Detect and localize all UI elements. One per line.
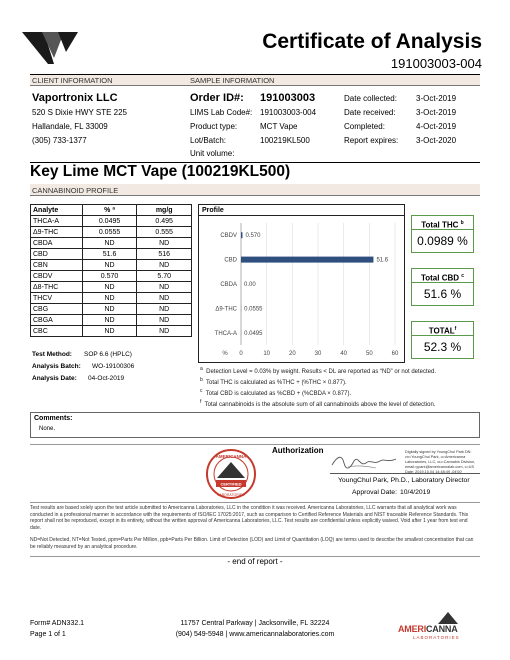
percent-cell: 0.570 [82,271,137,282]
note-a [200,366,436,375]
percent-cell: ND [82,293,137,304]
completed-label: Completed: [344,122,385,131]
footer-address: 11757 Central Parkway | Jacksonville, FL 32224 [180,620,330,627]
total-sup: f [454,326,457,332]
comments-label: Comments: [34,415,73,422]
note-sup: b [200,377,203,383]
percent-cell: ND [82,326,137,337]
brand-wordmark-b: CANNA [426,624,458,634]
table-row [31,238,192,249]
auth-rule [30,444,480,445]
x-tick-label: 60 [391,351,399,357]
table-row [31,304,192,315]
x-tick-label: 30 [314,351,322,357]
analyte-cell: CBC [31,326,83,337]
note-text: Total THC is calculated as %THC + (%THC × 0.877). [206,380,347,386]
percent-cell: ND [82,304,137,315]
document-number: 191003003-004 [390,56,482,71]
cannabinoid-section-label: CANNABINOID PROFILE [32,186,119,195]
total-thc-sup: b [460,220,464,226]
y-tick-label: THCA-A [214,330,237,337]
total-label: TOTAL [428,326,455,336]
total-cbd-box [411,268,474,306]
total-label-row [412,322,473,336]
total-thc-box [411,215,474,253]
abbreviations-text: ND=Not Detected, NT=Not Tested, ppm=Parts Per Million, ppb=Parts Per Billion. Limit of Detection (LOD) and Limit of Quantitation (LOQ) are terms used to describe the smallest concentration that can be reliably measured by an analytical procedure. [30,537,474,550]
total-thc-value: 0.0989 % [417,234,468,248]
percent-cell: 0.0495 [82,216,137,227]
cannabinoid-table-body [31,216,192,337]
analyte-cell: CBGA [31,315,83,326]
note-c [200,388,351,397]
date-collected-value: 3-Oct-2019 [416,94,457,103]
analyte-cell: Δ9-THC [31,227,83,238]
total-cbd-sup: c [461,273,465,279]
x-axis-label: % [222,351,228,357]
column-header: % ª [82,205,137,216]
form-number: Form# ADN332.1 [30,620,85,627]
table-header-row [31,205,192,216]
data-label: 0.0555 [244,306,263,313]
total-cannabinoids-box [411,321,474,359]
approval-date-value: 10/4/2019 [400,489,431,496]
comments-text: None. [39,426,56,432]
total-cbd-label: Total CBD [420,273,460,283]
table-row [31,282,192,293]
lot-value: 100219KL500 [260,136,310,145]
note-f [200,399,435,408]
signer-name: YoungChul Park, Ph.D., Laboratory Director [338,477,470,484]
y-tick-label: CBDA [220,282,237,288]
note-text: Total cannabinoids is the absolute sum of all cannabinoids above the level of detection. [204,402,436,408]
product-type-label: Product type: [190,122,238,131]
certified-seal-icon [205,448,257,500]
percent-cell: ND [82,260,137,271]
mgg-cell: ND [137,326,192,337]
note-text: Detection Level = 0.03% by weight. Results < DL are reported as “ND” or not detected. [206,369,437,375]
lot-label: Lot/Batch: [190,136,227,145]
unit-volume-label: Unit volume: [190,149,235,158]
mgg-cell: 516 [137,249,192,260]
table-row [31,315,192,326]
profile-chart-box [198,204,405,363]
lims-label: LIMS Lab Code#: [190,108,253,117]
mgg-cell: 5.70 [137,271,192,282]
data-label: 51.6 [376,257,389,264]
test-method-label: Test Method: [32,351,72,358]
table-row [31,326,192,337]
analyte-cell: THCA-A [31,216,83,227]
mgg-cell: 0.555 [137,227,192,238]
order-id-label: Order ID#: [190,92,244,104]
date-received-value: 3-Oct-2019 [416,108,457,117]
disclaimer-text: Test results are based solely upon the test article submitted to Americanna Laboratories, LLC in the condition it was received. Americanna Laboratories, LLC warrants that all analytical work was conducted in a professional manner in accordance with the requirements of ISO/IEC 17025:2017, such as comparison to Certified Reference Materials and NIST traceable Reference Standards. This report shall not be reproduced, except in its entirety, without the written approval of Americanna Laboratories, LLC. Test results are confidential unless explicitly waived. Void after 1 year from test end date. [30,505,469,531]
seal-text-bottom: CERTIFIED [220,481,242,487]
report-expires-value: 3-Oct-2020 [416,136,457,145]
batch-value: WO-19100306 [92,363,135,370]
comments-box [30,412,480,438]
order-id-value: 191003003 [260,92,316,104]
analyte-cell: CBDV [31,271,83,282]
seal-text-top: AMERICANNA [215,454,247,459]
x-tick-label: 0 [239,351,243,357]
column-header: mg/g [137,205,192,216]
client-section-label: CLIENT INFORMATION [32,76,113,85]
analyte-cell: THCV [31,293,83,304]
total-cbd-label-row [412,269,473,283]
sample-section-label: SAMPLE INFORMATION [190,76,275,85]
data-label: 0.0495 [244,330,263,337]
product-type-value: MCT Vape [260,122,298,131]
percent-cell: ND [82,315,137,326]
table-row [31,260,192,271]
total-thc-label-row [412,216,473,230]
table-row [31,227,192,238]
digital-signature-text: Digitally signed by YoungChul Park DN: cn=YoungChul Park, o=Americanna Laboratories, LLC, ou=Cannabis Division, email=ypark@americannalab.com, c=US Date: 2019.10.04 14:48:49 -04'00' [405,450,476,474]
mgg-cell: ND [137,238,192,249]
y-tick-label: CBD [224,257,237,264]
x-tick-label: 20 [288,351,296,357]
note-text: Total CBD is calculated as %CBD + (%CBDA × 0.877). [205,391,352,397]
total-cbd-value: 51.6 % [423,287,462,301]
x-tick-label: 10 [263,351,271,357]
note-sup: f [200,399,202,405]
mgg-cell: ND [137,315,192,326]
percent-cell: ND [82,282,137,293]
authorization-label: Authorization [272,446,324,455]
mgg-cell: ND [137,282,192,293]
profile-bar-chart [199,217,404,363]
total-thc-label: Total THC [421,220,459,230]
client-name: Vaportronix LLC [32,92,118,104]
client-address-line1: 520 S Dixie HWY STE 225 [32,108,128,117]
report-expires-label: Report expires: [344,136,399,145]
table-row [31,249,192,260]
test-method-value: SOP 6.6 (HPLC) [84,351,132,358]
signature-icon [330,451,400,473]
americanna-logo-icon [20,28,80,68]
page-number: Page 1 of 1 [30,631,66,638]
brand-mark-icon [438,612,458,624]
note-sup: c [200,388,203,394]
total-value: 52.3 % [423,340,462,354]
profile-label: Profile [199,205,404,216]
analysis-date-label: Analysis Date: [32,375,77,382]
disclaimer-rule [30,502,480,503]
analyte-cell: CBG [31,304,83,315]
note-sup: a [200,366,203,372]
mgg-cell: ND [137,304,192,315]
analyte-cell: CBN [31,260,83,271]
end-of-report: - end of report - [227,557,283,566]
date-collected-label: Date collected: [344,94,397,103]
table-row [31,293,192,304]
analyte-cell: CBD [31,249,83,260]
x-tick-label: 50 [365,351,373,357]
x-tick-label: 40 [340,351,348,357]
brand-wordmark-a: AMERI [398,624,426,634]
analysis-date-value: 04-Oct-2019 [88,375,125,382]
batch-label: Analysis Batch: [32,363,81,370]
signature-line [330,473,480,474]
data-label: 0.00 [244,282,256,288]
table-row [31,271,192,282]
mgg-cell: 0.495 [137,216,192,227]
cannabinoid-table [30,204,192,337]
note-b [200,377,347,386]
completed-value: 4-Oct-2019 [416,122,457,131]
y-tick-label: Δ9-THC [215,306,237,313]
brand-subtitle: LABORATORIES [413,635,460,640]
client-address-line2: Hallandale, FL 33009 [32,122,108,131]
percent-cell: 51.6 [82,249,137,260]
brand-wordmark [398,624,458,634]
bar [241,232,242,238]
analyte-cell: Δ8-THC [31,282,83,293]
percent-cell: ND [82,238,137,249]
client-phone: (305) 733-1377 [32,136,87,145]
bar [241,257,373,263]
percent-cell: 0.0555 [82,227,137,238]
product-title: Key Lime MCT Vape (100219KL500) [30,163,291,180]
mgg-cell: ND [137,260,192,271]
y-tick-label: CBDV [220,233,237,240]
mgg-cell: ND [137,293,192,304]
data-label: 0.570 [245,233,261,240]
seal-text-mid: LABORATORIES [217,493,245,497]
analyte-cell: CBDA [31,238,83,249]
date-received-label: Date received: [344,108,396,117]
table-row [31,216,192,227]
approval-date-label: Approval Date: [352,489,397,496]
lims-value: 191003003-004 [260,108,317,117]
footer-contact-text: (904) 549-5948 | www.americannalaboratories.com [175,631,335,638]
column-header: Analyte [31,205,83,216]
page-title: Certificate of Analysis [262,30,482,53]
